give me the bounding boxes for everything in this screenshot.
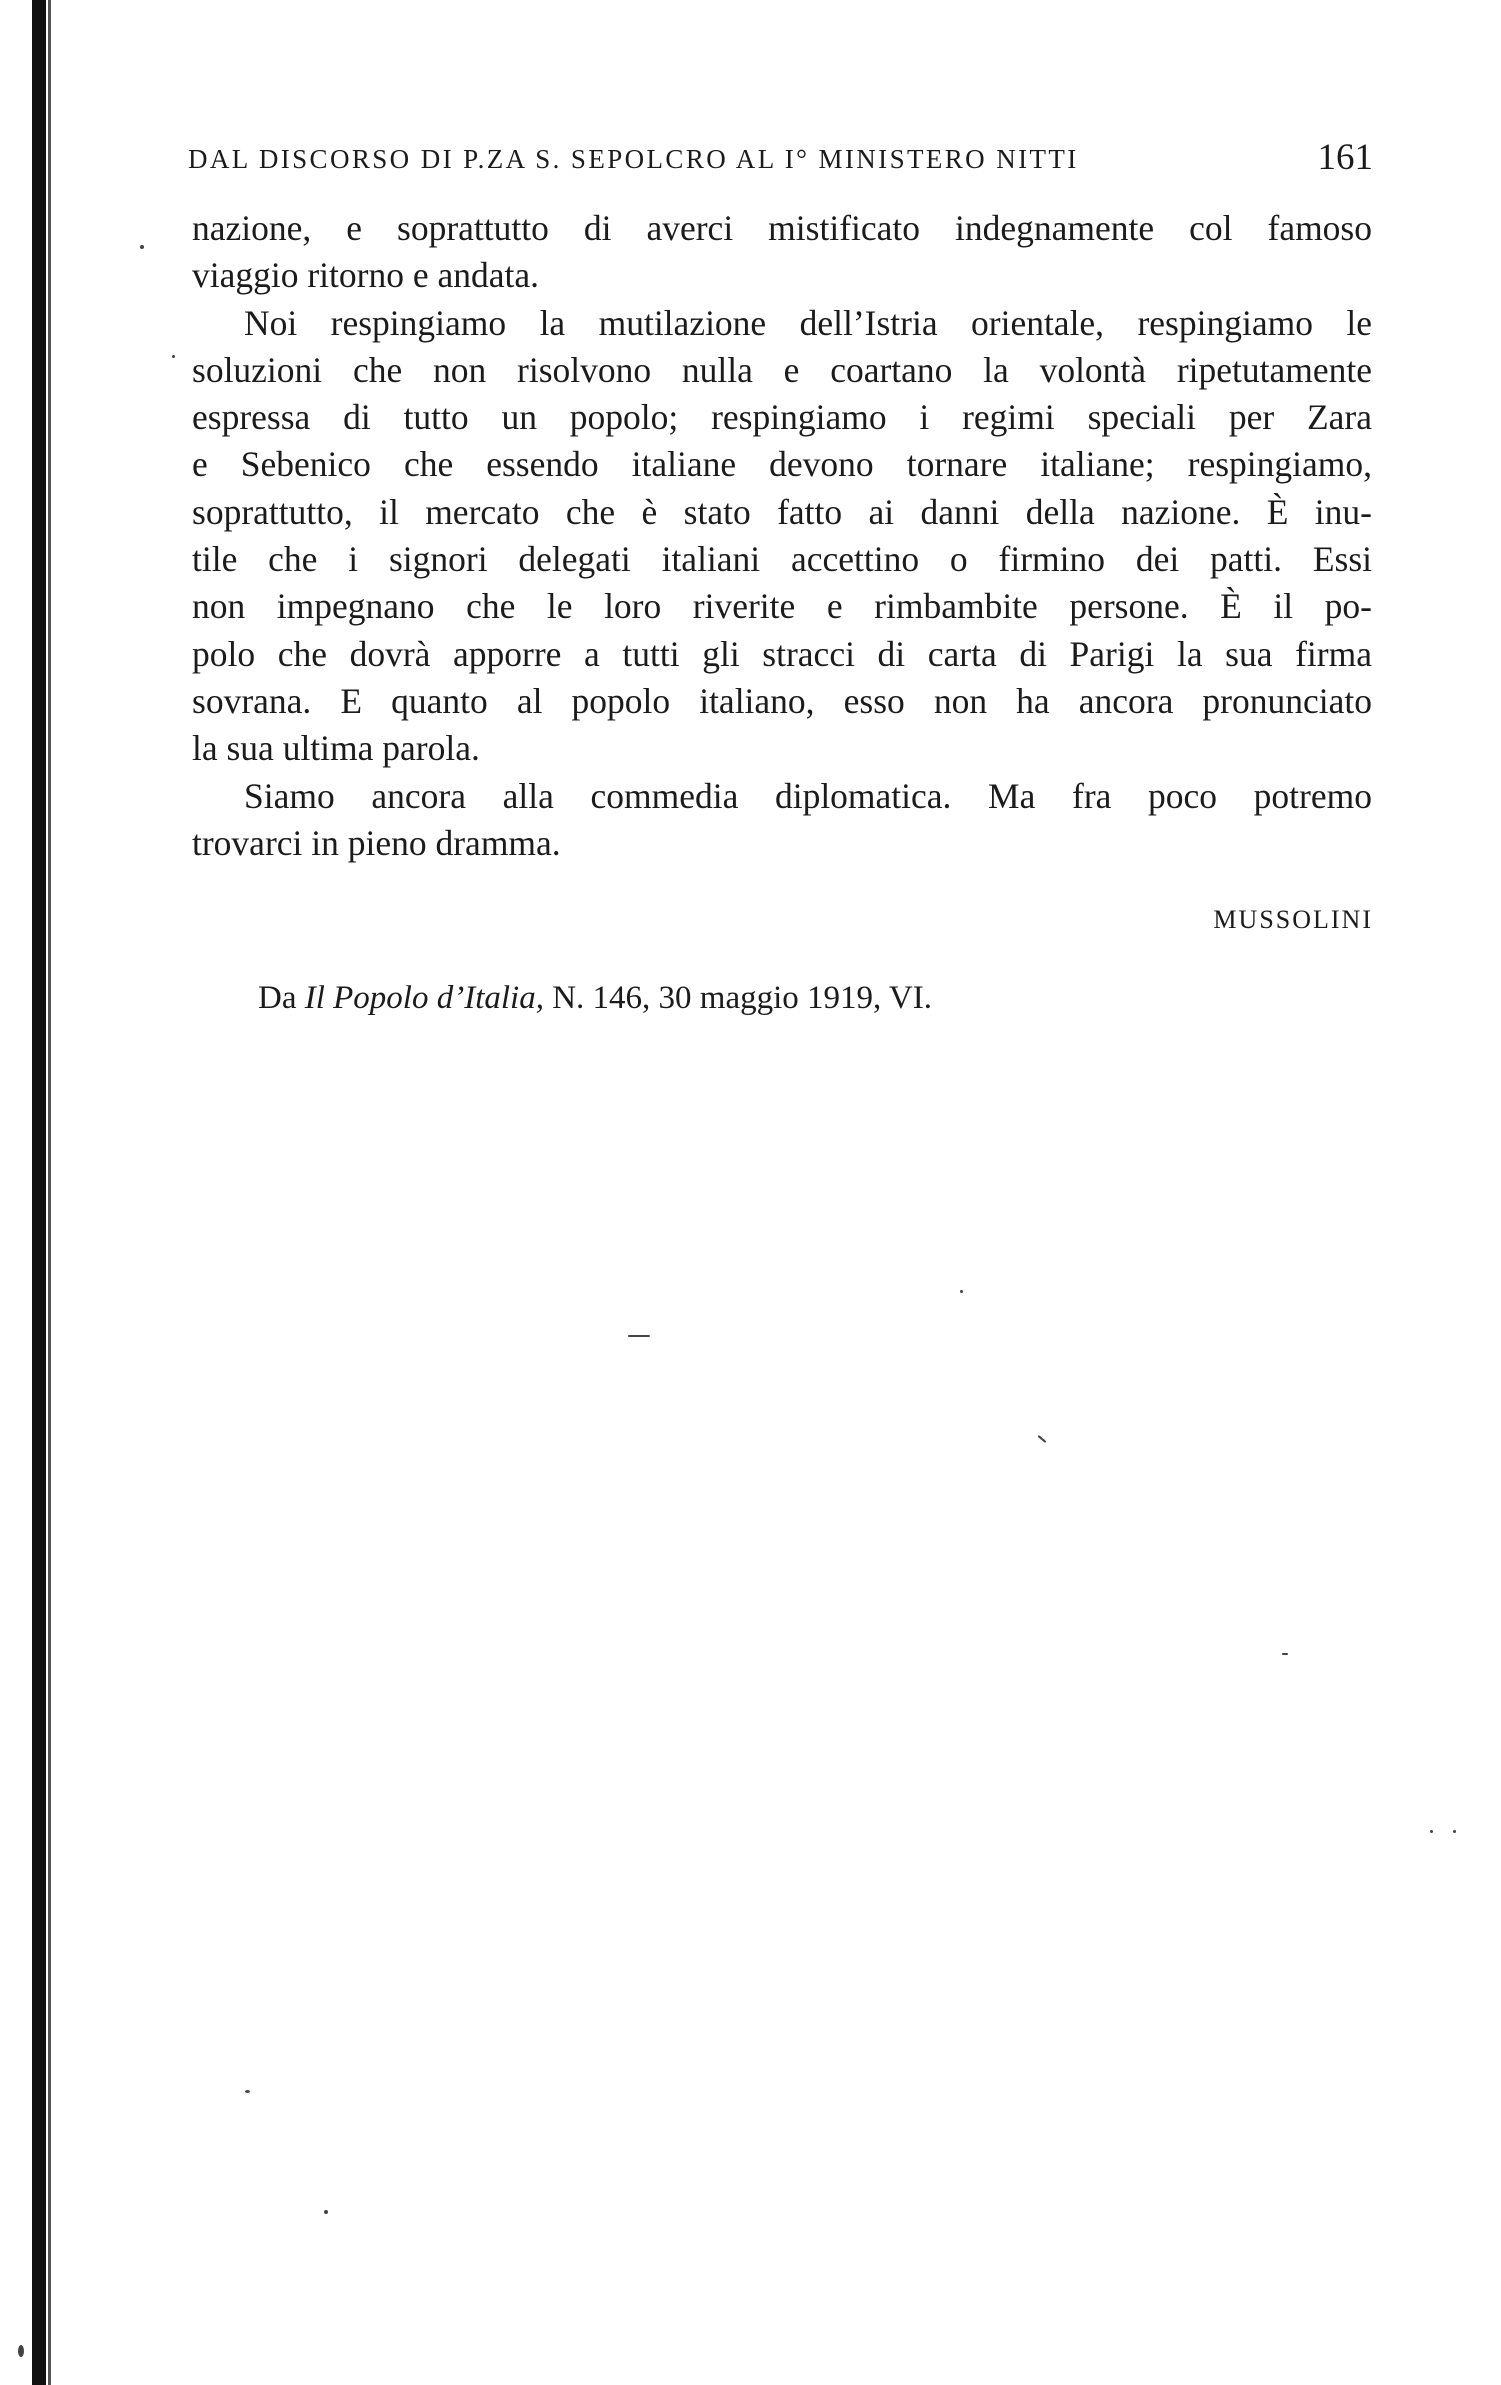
text-line: Noi respingiamo la mutilazione dell’Istria orientale, respingiamo le xyxy=(244,302,1372,343)
scan-speck xyxy=(628,1335,650,1337)
scan-speck xyxy=(1430,1830,1433,1833)
text-line: trovarci in pieno dramma. xyxy=(192,822,561,863)
text-line: polo che dovrà apporre a tutti gli stracci di carta di Parigi la sua firma xyxy=(192,633,1372,674)
running-title: DAL DISCORSO DI P.ZA S. SEPOLCRO AL I° MINISTERO NITTI xyxy=(188,144,1079,174)
binding-edge-shadow xyxy=(48,0,51,2385)
text-line: tile che i signori delegati italiani accettino o firmino dei patti. Essi xyxy=(192,539,1372,580)
scan-speck xyxy=(1038,1435,1047,1443)
source-publication: Il Popolo d’Italia, xyxy=(304,980,544,1016)
scan-speck xyxy=(1282,1653,1288,1655)
text-line: sovrana. E quanto al popolo italiano, esso non ha ancora pronunciato xyxy=(192,680,1372,721)
text-line: Siamo ancora alla commedia diplomatica. Ma fra poco potremo xyxy=(244,775,1372,816)
running-head xyxy=(188,134,1373,182)
scan-speck xyxy=(1453,1830,1456,1833)
text-line: espressa di tutto un popolo; respingiamo i regimi speciali per Zara xyxy=(192,397,1372,438)
scan-speck xyxy=(140,245,144,249)
source-details: N. 146, 30 maggio 1919, VI. xyxy=(543,980,932,1016)
page-number: 161 xyxy=(1317,137,1373,178)
text-line: non impegnano che le loro riverite e rimbambite persone. È il po- xyxy=(192,586,1372,627)
binding-edge xyxy=(32,0,46,2385)
scan-speck xyxy=(960,1290,963,1293)
source-note xyxy=(258,980,932,1017)
text-line: nazione, e soprattutto di averci mistificato indegnamente col famoso xyxy=(192,208,1372,248)
text-line: e Sebenico che essendo italiane devono tornare italiane; respingiamo, xyxy=(192,444,1372,485)
text-line: la sua ultima parola. xyxy=(192,728,480,769)
signature: MUSSOLINI xyxy=(1213,905,1373,934)
text-line: viaggio ritorno e andata. xyxy=(192,255,539,296)
scan-speck xyxy=(324,2210,328,2214)
source-prefix: Da xyxy=(258,980,305,1016)
text-line: soluzioni che non risolvono nulla e coartano la volontà ripetutamente xyxy=(192,349,1372,390)
text-line: soprattutto, il mercato che è stato fatto ai danni della nazione. È inu- xyxy=(192,491,1372,532)
scan-speck xyxy=(18,2345,24,2357)
scan-speck xyxy=(172,355,175,358)
body-text xyxy=(192,205,1372,867)
scan-speck xyxy=(245,2090,250,2093)
